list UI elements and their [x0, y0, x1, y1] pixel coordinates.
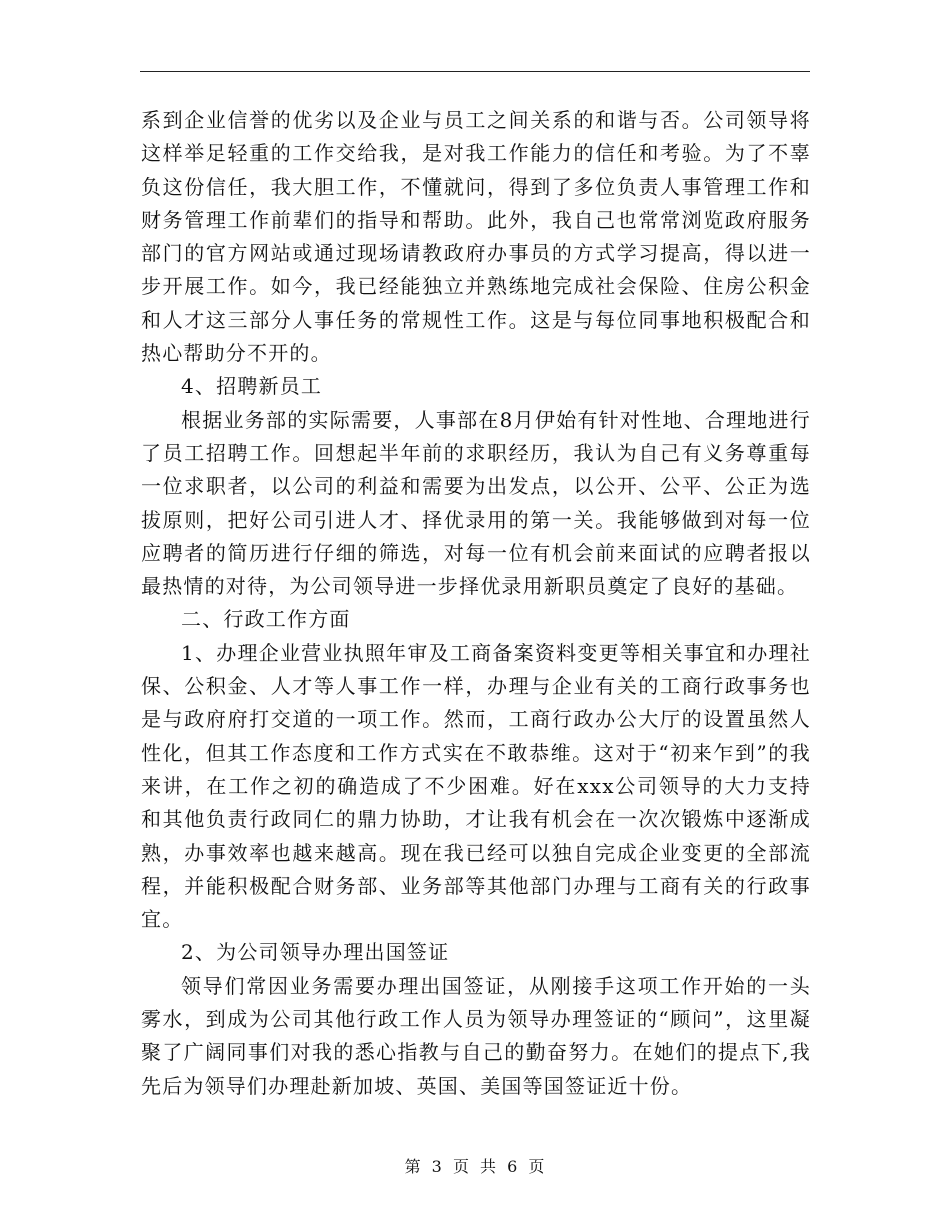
document-body: [141, 104, 811, 1103]
page-number-footer: 第 3 页 共 6 页: [404, 1157, 546, 1176]
paragraph-recruitment: 根据业务部的实际需要，人事部在8月伊始有针对性地、合理地进行了员工招聘工作。回想起半年前的求职经历，我认为自己有义务尊重每一位求职者，以公司的利益和需要为出发点，以公开、公平、公正为选拔原则，把好公司引进人才、择优录用的第一关。我能够做到对每一位应聘者的简历进行仔细的筛选，对每一位有机会前来面试的应聘者报以最热情的对待，为公司领导进一步择优录用新职员奠定了良好的基础。: [141, 407, 811, 599]
paragraph-business-license: 1、办理企业营业执照年审及工商备案资料变更等相关事宜和办理社保、公积金、人才等人事工作一样，办理与企业有关的工商行政事务也是与政府府打交道的一项工作。然而，工商行政办公大厅的设置虽然人性化，但其工作态度和工作方式实在不敢恭维。这对于“初来乍到”的我来讲，在工作之初的确造成了不少困难。好在xxx公司领导的大力支持和其他负责行政同仁的鼎力协助，才让我有机会在一次次锻炼中逐渐成熟，办事效率也越来越高。现在我已经可以独自完成企业变更的全部流程，并能积极配合财务部、业务部等其他部门办理与工商有关的行政事宜。: [141, 640, 811, 932]
heading-visa-processing: 2、为公司领导办理出国签证: [181, 940, 450, 965]
heading-administrative-work: 二、行政工作方面: [181, 607, 351, 632]
paragraph-continuation: 系到企业信誉的优劣以及企业与员工之间关系的和谐与否。公司领导将这样举足轻重的工作交给我，是对我工作能力的信任和考验。为了不辜负这份信任，我大胆工作，不懂就问，得到了多位负责人事管理工作和财务管理工作前辈们的指导和帮助。此外，我自己也常常浏览政府服务部门的官方网站或通过现场请教政府办事员的方式学习提高，得以进一步开展工作。如今，我已经能独立并熟练地完成社会保险、住房公积金和人才这三部分人事任务的常规性工作。这是与每位同事地积极配合和热心帮助分不开的。: [141, 108, 811, 366]
paragraph-visa: 领导们常因业务需要办理出国签证，从刚接手这项工作开始的一头雾水，到成为公司其他行政工作人员为领导办理签证的“顾问”，这里凝聚了广阔同事们对我的悉心指教与自己的勤奋努力。在她们的提点下,我先后为领导们办理赴新加坡、英国、美国等国签证近十份。: [141, 973, 811, 1098]
heading-recruit-new-staff: 4、招聘新员工: [181, 374, 323, 399]
header-rule: [140, 71, 810, 72]
